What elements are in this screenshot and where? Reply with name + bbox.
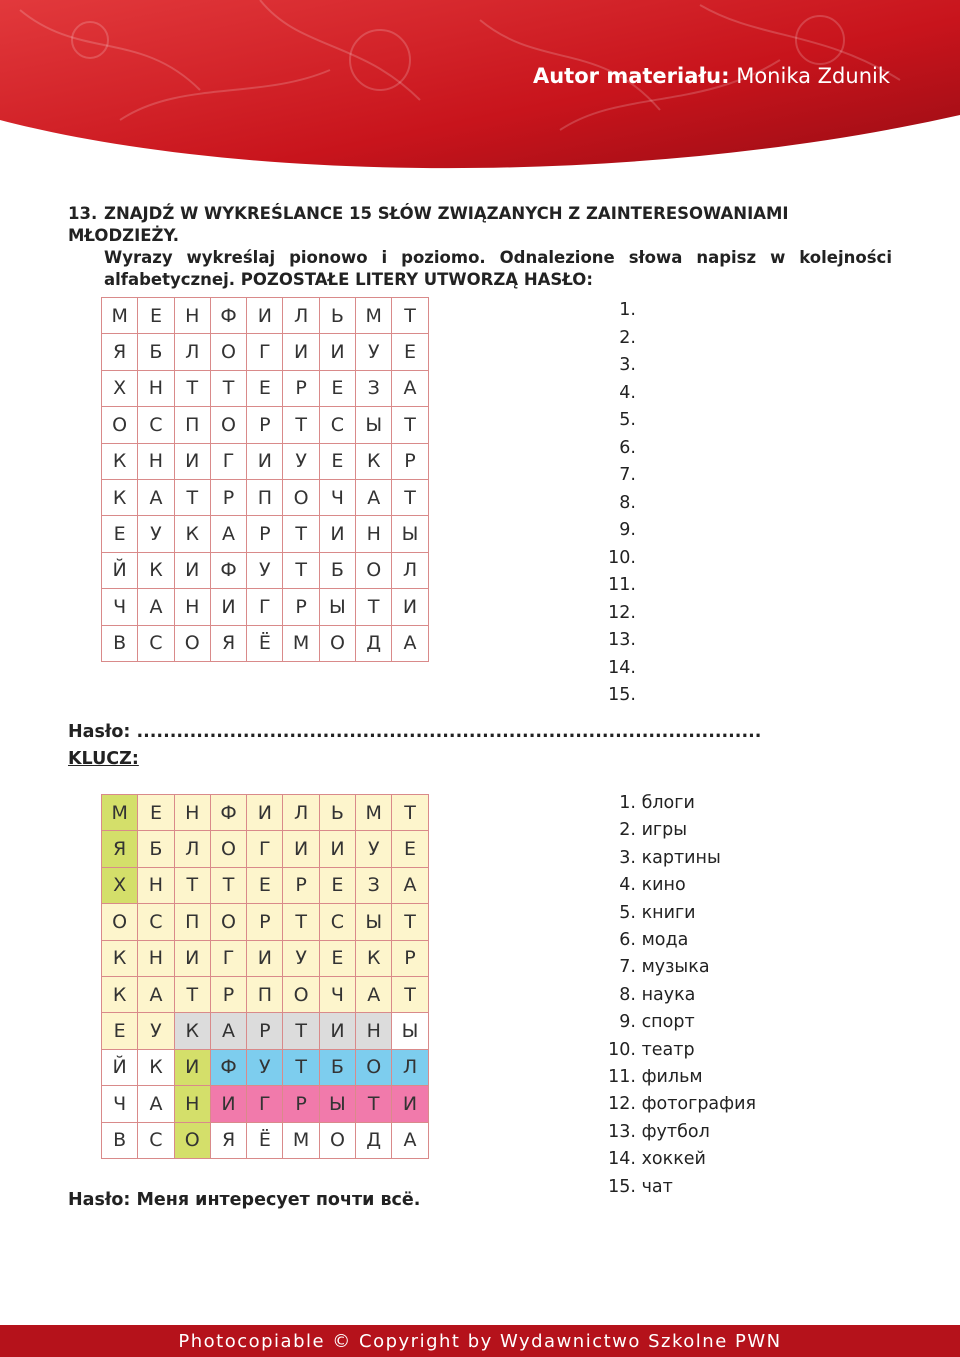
grid-cell: Т <box>283 407 319 443</box>
grid-cell: Н <box>174 589 210 625</box>
grid-cell: Л <box>174 334 210 370</box>
grid-row <box>102 370 429 406</box>
grid-cell: Е <box>392 831 428 867</box>
grid-cell: У <box>247 552 283 588</box>
grid-cell: Г <box>247 1086 283 1122</box>
grid-cell: Т <box>283 552 319 588</box>
grid-cell: О <box>283 479 319 515</box>
grid-cell: Е <box>138 298 174 334</box>
grid-cell: Ч <box>102 589 138 625</box>
grid-cell: Л <box>174 831 210 867</box>
grid-cell: П <box>174 904 210 940</box>
grid-cell: Б <box>138 831 174 867</box>
grid-cell: П <box>174 407 210 443</box>
grid-cell: Т <box>174 976 210 1012</box>
grid-cell: Ё <box>247 1122 283 1158</box>
grid-cell: Р <box>210 479 246 515</box>
grid-cell: Т <box>392 795 428 831</box>
answer-item <box>590 1037 756 1064</box>
answer-number: 6. <box>619 437 636 458</box>
grid-cell: Б <box>319 552 355 588</box>
grid-cell: Т <box>356 1086 392 1122</box>
grid-row <box>102 516 429 552</box>
grid-row <box>102 976 429 1012</box>
grid-cell: Д <box>356 1122 392 1158</box>
grid-row <box>102 867 429 903</box>
grid-cell: С <box>138 1122 174 1158</box>
answer-item-word: спорт <box>636 1012 695 1033</box>
answer-number: 12. <box>608 602 636 623</box>
grid-cell: У <box>247 1049 283 1085</box>
grid-cell: И <box>319 516 355 552</box>
grid-cell: Л <box>283 795 319 831</box>
grid-cell: Р <box>247 904 283 940</box>
answer-item <box>590 1091 756 1118</box>
grid-cell: Н <box>138 443 174 479</box>
grid-row <box>102 1122 429 1158</box>
answer-number: 3. <box>619 355 636 375</box>
grid-cell: О <box>102 904 138 940</box>
grid-cell: Ч <box>319 479 355 515</box>
answer-item <box>590 845 756 872</box>
grid-cell: Е <box>319 867 355 903</box>
answer-item-word: книги <box>636 902 696 923</box>
grid-cell: Н <box>138 867 174 903</box>
grid-cell: Т <box>210 867 246 903</box>
answer-number: 13. <box>608 630 636 650</box>
answer-item-word: фильм <box>636 1067 703 1088</box>
grid-cell: О <box>319 625 355 661</box>
answer-number: 4. <box>619 382 636 403</box>
grid-row <box>102 940 429 976</box>
grid-cell: А <box>356 479 392 515</box>
grid-cell: Т <box>174 370 210 406</box>
grid-cell: Ф <box>210 795 246 831</box>
grid-cell: Г <box>247 334 283 370</box>
grid-cell: У <box>283 940 319 976</box>
answer-item <box>590 1119 756 1146</box>
grid-cell: А <box>392 370 428 406</box>
answer-item <box>590 982 756 1009</box>
grid-cell: Е <box>138 795 174 831</box>
grid-cell: Й <box>102 1049 138 1085</box>
grid-cell: И <box>247 298 283 334</box>
grid-cell: О <box>319 1122 355 1158</box>
grid-cell: Т <box>392 976 428 1012</box>
grid-cell: К <box>102 976 138 1012</box>
answer-item <box>590 1146 756 1173</box>
grid-cell: Т <box>392 479 428 515</box>
grid-cell: И <box>210 1086 246 1122</box>
grid-cell: Е <box>102 1013 138 1049</box>
author-label: Autor materiału: <box>532 64 730 88</box>
grid-cell: Е <box>319 443 355 479</box>
grid-cell: Г <box>247 589 283 625</box>
grid-cell: Ф <box>210 552 246 588</box>
grid-row <box>102 1086 429 1122</box>
grid-cell: А <box>392 625 428 661</box>
answer-item-number: 11. <box>608 1067 636 1088</box>
author-credit <box>533 64 890 88</box>
grid-cell: Т <box>210 370 246 406</box>
grid-cell: М <box>283 1122 319 1158</box>
answer-number: 14. <box>608 657 636 678</box>
answer-number: 9. <box>619 520 636 540</box>
grid-cell: А <box>138 479 174 515</box>
grid-cell: И <box>319 831 355 867</box>
answer-item <box>590 790 756 817</box>
grid-cell: Ф <box>210 1049 246 1085</box>
grid-cell: Я <box>102 334 138 370</box>
grid-cell: Ь <box>319 795 355 831</box>
grid-cell: А <box>138 976 174 1012</box>
header-banner <box>0 0 960 200</box>
answer-number: 8. <box>619 492 636 513</box>
answer-number: 11. <box>608 575 636 595</box>
grid-cell: И <box>283 334 319 370</box>
grid-cell: К <box>102 443 138 479</box>
grid-cell: О <box>210 904 246 940</box>
grid-cell: С <box>319 904 355 940</box>
task-number: 13. <box>68 204 98 223</box>
grid-cell: К <box>356 940 392 976</box>
grid-cell: А <box>210 516 246 552</box>
grid-cell: К <box>138 552 174 588</box>
grid-cell: И <box>392 589 428 625</box>
grid-cell: Л <box>283 298 319 334</box>
grid-cell: Л <box>392 552 428 588</box>
grid-cell: Т <box>392 407 428 443</box>
answer-item-word: мода <box>636 930 689 951</box>
grid-row <box>102 831 429 867</box>
answer-item <box>590 817 756 844</box>
grid-cell: У <box>138 1013 174 1049</box>
grid-cell: Н <box>138 370 174 406</box>
grid-cell: Л <box>392 1049 428 1085</box>
task-instructions <box>68 203 892 291</box>
grid-row <box>102 552 429 588</box>
grid-row <box>102 589 429 625</box>
grid-cell: З <box>356 370 392 406</box>
grid-cell: Р <box>247 1013 283 1049</box>
author-name: Monika Zdunik <box>736 64 890 88</box>
grid-cell: И <box>247 940 283 976</box>
answer-item-word: театр <box>636 1039 695 1060</box>
answer-item-word: наука <box>636 984 696 1005</box>
answer-number: 1. <box>619 300 636 320</box>
grid-cell: Д <box>356 625 392 661</box>
answer-item-number: 13. <box>608 1121 636 1142</box>
answer-item-number: 6. <box>619 930 636 951</box>
grid-cell: О <box>210 334 246 370</box>
answer-item-word: хоккей <box>636 1149 706 1170</box>
grid-cell: Т <box>283 516 319 552</box>
grid-cell: Ё <box>247 625 283 661</box>
grid-cell: Ф <box>210 298 246 334</box>
grid-cell: С <box>319 407 355 443</box>
grid-cell: У <box>138 516 174 552</box>
answer-item-word: кино <box>636 875 686 896</box>
grid-cell: А <box>392 867 428 903</box>
grid-cell: И <box>247 443 283 479</box>
grid-cell: Е <box>392 334 428 370</box>
answer-item <box>590 1009 756 1036</box>
grid-cell: Г <box>210 940 246 976</box>
grid-cell: Г <box>210 443 246 479</box>
grid-cell: С <box>138 625 174 661</box>
grid-cell: Х <box>102 867 138 903</box>
grid-cell: Е <box>102 516 138 552</box>
grid-cell: К <box>138 1049 174 1085</box>
grid-cell: Р <box>283 589 319 625</box>
grid-row <box>102 407 429 443</box>
grid-cell: Р <box>210 976 246 1012</box>
grid-cell: У <box>283 443 319 479</box>
answer-item-number: 14. <box>608 1149 636 1170</box>
password-answer: Hasło: Меня интересует почти всё. <box>68 1190 421 1210</box>
grid-cell: А <box>392 1122 428 1158</box>
grid-cell: Т <box>174 867 210 903</box>
grid-cell: Ы <box>392 516 428 552</box>
grid-cell: Я <box>210 1122 246 1158</box>
grid-row <box>102 298 429 334</box>
grid-cell: П <box>247 976 283 1012</box>
grid-cell: И <box>174 1049 210 1085</box>
grid-cell: О <box>174 625 210 661</box>
grid-cell: Т <box>356 589 392 625</box>
grid-cell: В <box>102 625 138 661</box>
grid-cell: М <box>356 795 392 831</box>
answer-item <box>590 1174 756 1201</box>
grid-cell: Н <box>138 940 174 976</box>
grid-cell: К <box>174 1013 210 1049</box>
answer-item <box>590 872 756 899</box>
grid-cell: К <box>174 516 210 552</box>
answer-item-number: 12. <box>608 1094 636 1115</box>
grid-cell: М <box>102 795 138 831</box>
answer-number: 7. <box>619 465 636 485</box>
word-search-grid <box>101 297 429 662</box>
grid-row <box>102 904 429 940</box>
grid-row <box>102 479 429 515</box>
answer-key-list <box>590 790 756 1201</box>
answer-item-word: музыка <box>636 957 710 978</box>
grid-cell: А <box>356 976 392 1012</box>
grid-cell: Ы <box>356 407 392 443</box>
answer-item-number: 1. <box>619 793 636 813</box>
grid-cell: Ч <box>102 1086 138 1122</box>
answer-item-word: картины <box>636 847 721 868</box>
answer-item <box>590 954 756 981</box>
grid-cell: Р <box>283 867 319 903</box>
grid-cell: Б <box>319 1049 355 1085</box>
answer-item <box>590 900 756 927</box>
grid-cell: О <box>356 1049 392 1085</box>
grid-cell: Р <box>247 516 283 552</box>
grid-row <box>102 334 429 370</box>
footer-copyright: Photocopiable © Copyright by Wydawnictwo Szkolne PWN <box>178 1331 782 1352</box>
answer-item-number: 15. <box>608 1176 636 1197</box>
task-line-1: ZNAJDŹ W WYKREŚLANCE 15 SŁÓW ZWIĄZANYCH Z ZAINTERESOWANIAMI MŁODZIEŻY. <box>68 204 789 245</box>
grid-cell: К <box>102 479 138 515</box>
grid-cell: Т <box>283 1013 319 1049</box>
task-line-2: Wyrazy wykreślaj pionowo i poziomo. Odnalezione słowa napisz w kolejności <box>104 248 892 267</box>
answer-item-word: блоги <box>636 793 695 813</box>
grid-cell: З <box>356 867 392 903</box>
grid-cell: И <box>174 552 210 588</box>
answer-number: 2. <box>619 327 636 348</box>
grid-cell: Й <box>102 552 138 588</box>
answer-item <box>590 927 756 954</box>
answer-number: 15. <box>608 685 636 705</box>
grid-cell: А <box>138 589 174 625</box>
answer-item <box>590 1064 756 1091</box>
password-prompt: Hasło: .............................................................................................. <box>68 722 762 742</box>
grid-cell: С <box>138 407 174 443</box>
grid-cell: Т <box>283 904 319 940</box>
answer-item-word: чат <box>636 1176 673 1197</box>
answer-number: 10. <box>608 547 636 568</box>
answer-item-number: 5. <box>619 902 636 923</box>
grid-cell: К <box>102 940 138 976</box>
grid-cell: О <box>102 407 138 443</box>
grid-cell: Ы <box>392 1013 428 1049</box>
grid-row <box>102 625 429 661</box>
grid-row <box>102 1013 429 1049</box>
grid-cell: И <box>174 443 210 479</box>
grid-cell: Я <box>102 831 138 867</box>
answer-item-word: игры <box>636 820 688 841</box>
grid-cell: Р <box>283 370 319 406</box>
grid-cell: О <box>283 976 319 1012</box>
grid-cell: О <box>174 1122 210 1158</box>
grid-cell: Е <box>247 867 283 903</box>
grid-cell: Н <box>356 516 392 552</box>
grid-cell: К <box>356 443 392 479</box>
answer-item-number: 10. <box>608 1039 636 1060</box>
grid-cell: И <box>283 831 319 867</box>
grid-cell: Б <box>138 334 174 370</box>
grid-cell: Т <box>174 479 210 515</box>
task-line-3: alfabetycznej. POZOSTAŁE LITERY UTWORZĄ HASŁO: <box>104 270 593 289</box>
answer-item-number: 8. <box>619 984 636 1005</box>
grid-cell: Ы <box>356 904 392 940</box>
grid-cell: М <box>283 625 319 661</box>
grid-cell: Е <box>319 940 355 976</box>
grid-cell: Е <box>319 370 355 406</box>
grid-cell: П <box>247 479 283 515</box>
grid-cell: Х <box>102 370 138 406</box>
answer-item-word: футбол <box>636 1121 710 1142</box>
grid-row <box>102 795 429 831</box>
grid-cell: М <box>356 298 392 334</box>
key-label: KLUCZ: <box>68 749 139 769</box>
grid-cell: Г <box>247 831 283 867</box>
answer-item-number: 3. <box>619 847 636 868</box>
grid-cell: Н <box>356 1013 392 1049</box>
grid-cell: Р <box>283 1086 319 1122</box>
grid-cell: Р <box>392 940 428 976</box>
grid-cell: А <box>210 1013 246 1049</box>
grid-cell: Ч <box>319 976 355 1012</box>
grid-cell: В <box>102 1122 138 1158</box>
grid-cell: И <box>392 1086 428 1122</box>
grid-cell: У <box>356 334 392 370</box>
grid-cell: И <box>319 1013 355 1049</box>
grid-cell: Н <box>174 795 210 831</box>
answer-item-word: фотография <box>636 1094 757 1115</box>
answer-item-number: 2. <box>619 820 636 841</box>
grid-cell: Т <box>283 1049 319 1085</box>
grid-cell: О <box>210 407 246 443</box>
grid-cell: Р <box>392 443 428 479</box>
grid-cell: М <box>102 298 138 334</box>
answer-number-list <box>590 297 636 710</box>
decorative-banner-graphic <box>0 0 960 200</box>
answer-item-number: 4. <box>619 875 636 896</box>
grid-row <box>102 443 429 479</box>
grid-cell: Т <box>392 904 428 940</box>
grid-cell: И <box>210 589 246 625</box>
grid-cell: О <box>210 831 246 867</box>
grid-cell: И <box>247 795 283 831</box>
answer-key-grid <box>101 794 429 1159</box>
grid-cell: Е <box>247 370 283 406</box>
answer-item-number: 7. <box>619 957 636 978</box>
grid-cell: Т <box>392 298 428 334</box>
grid-cell: Я <box>210 625 246 661</box>
grid-row <box>102 1049 429 1085</box>
grid-cell: Ы <box>319 1086 355 1122</box>
grid-cell: О <box>356 552 392 588</box>
grid-cell: А <box>138 1086 174 1122</box>
grid-cell: С <box>138 904 174 940</box>
grid-cell: Ы <box>319 589 355 625</box>
grid-cell: И <box>174 940 210 976</box>
grid-cell: У <box>356 831 392 867</box>
grid-cell: Н <box>174 298 210 334</box>
grid-cell: Ь <box>319 298 355 334</box>
answer-item-number: 9. <box>619 1012 636 1033</box>
grid-cell: Н <box>174 1086 210 1122</box>
answer-number: 5. <box>619 410 636 430</box>
grid-cell: И <box>319 334 355 370</box>
grid-cell: Р <box>247 407 283 443</box>
